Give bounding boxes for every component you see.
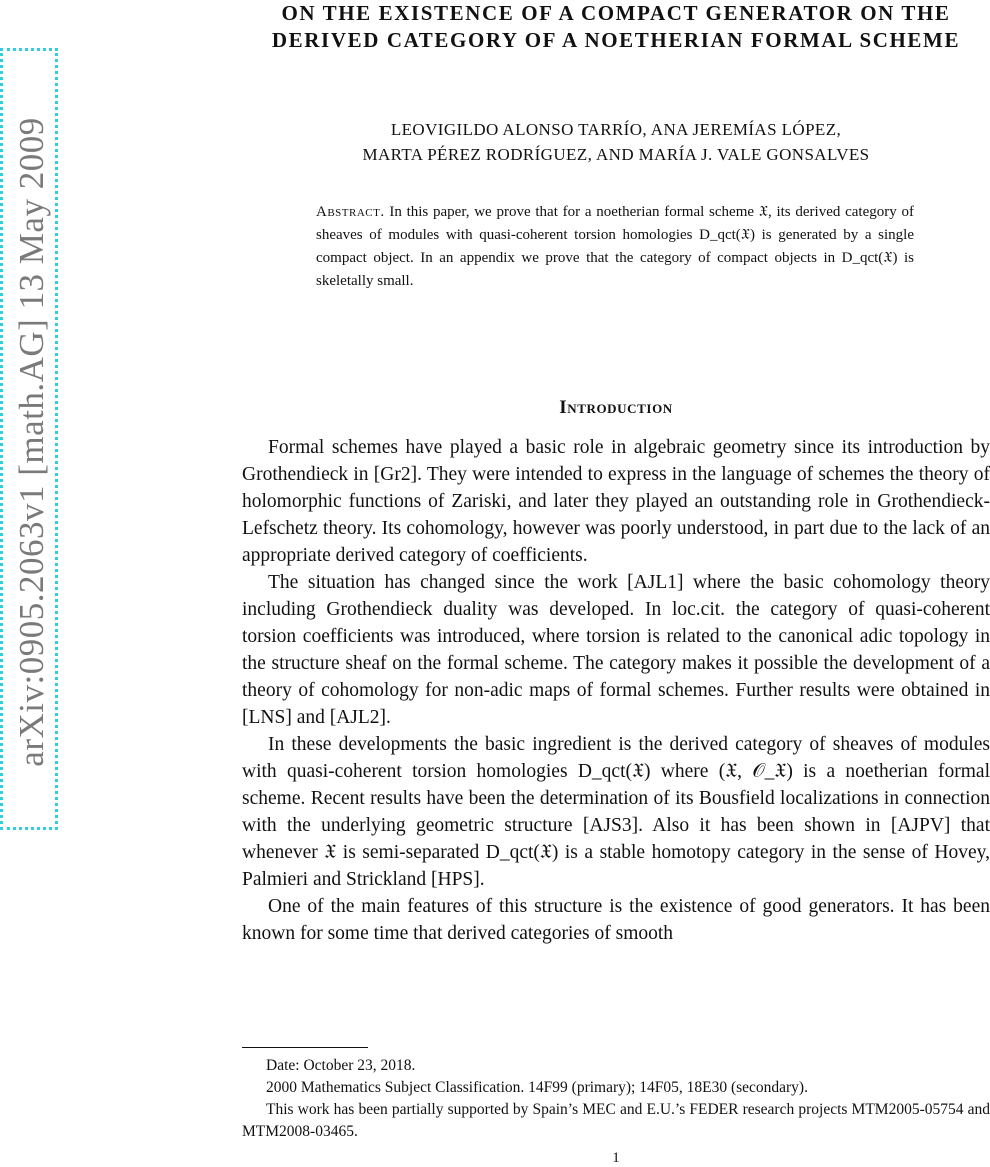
footnotes — [242, 1055, 990, 1143]
arxiv-stamp — [0, 48, 58, 830]
introduction-body — [242, 434, 990, 947]
section-heading: Introduction — [559, 397, 673, 418]
authors-line-2: MARTA PÉREZ RODRÍGUEZ, AND MARÍA J. VALE GONSALVES — [362, 145, 870, 164]
footnote-msc: 2000 Mathematics Subject Classification. 14F99 (primary); 14F05, 18E30 (secondary). — [266, 1079, 808, 1096]
paragraph: The situation has changed since the work [AJL1] where the basic cohomology theory including Grothendieck duality was developed. In loc.cit. the category of quasi-coherent torsion coefficients was introduced, where torsion is related to the canonical adic topology in the structure sheaf on the formal scheme. The category makes it possible the development of a theory of cohomology for non-adic maps of formal schemes. Further results were obtained in [LNS] and [AJL2]. — [242, 572, 990, 728]
author-list — [242, 117, 990, 167]
paragraph: One of the main features of this structure is the existence of good generators. It has been known for some time that derived categories of smooth — [242, 896, 990, 944]
paragraph: In these developments the basic ingredient is the derived category of sheaves of modules with quasi-coherent torsion homologies D_qct(𝔛) where (𝔛, 𝒪_𝔛) is a noetherian formal scheme. Recent results have been the determination of its Bousfield localizations in connection with the underlying geometric structure [AJS3]. Also it has been shown in [AJPV] that whenever 𝔛 is semi-separated D_qct(𝔛) is a stable homotopy category in the sense of Hovey, Palmieri and Strickland [HPS]. — [242, 734, 990, 890]
paragraph: Formal schemes have played a basic role in algebraic geometry since its introduction by Grothendieck in [Gr2]. They were intended to express in the language of schemes the theory of holomorphic functions of Zariski, and later they played an outstanding role in Grothendieck-Lefschetz theory. Its cohomology, however was poorly understood, in part due to the lack of an appropriate derived category of coefficients. — [242, 437, 990, 566]
page-number: 1 — [612, 1150, 620, 1166]
abstract-text: In this paper, we prove that for a noetherian formal scheme 𝔛, its derived category of sheaves of modules with quasi-coherent torsion homologies D_qct(𝔛) is generated by a single compact object. In an appendix we prove that the category of compact objects in D_qct(𝔛) is skeletally small. — [316, 204, 914, 289]
authors-line-1: LEOVIGILDO ALONSO TARRÍO, ANA JEREMÍAS LÓPEZ, — [390, 120, 842, 139]
arxiv-id: arXiv:0905.2063v1 [math.AG] 13 May 2009 — [12, 117, 51, 767]
paper-title: ON THE EXISTENCE OF A COMPACT GENERATOR ON THE DERIVED CATEGORY OF A NOETHERIAN FORMAL SCHEME — [271, 1, 961, 52]
footnote-date: Date: October 23, 2018. — [266, 1057, 416, 1074]
footnote-divider — [242, 1047, 368, 1048]
abstract-label: Abstract. — [316, 204, 385, 220]
abstract — [316, 201, 914, 293]
footnote-support: This work has been partially supported by Spain’s MEC and E.U.’s FEDER research projects MTM2005-05754 and MTM2008-03465. — [242, 1101, 990, 1140]
